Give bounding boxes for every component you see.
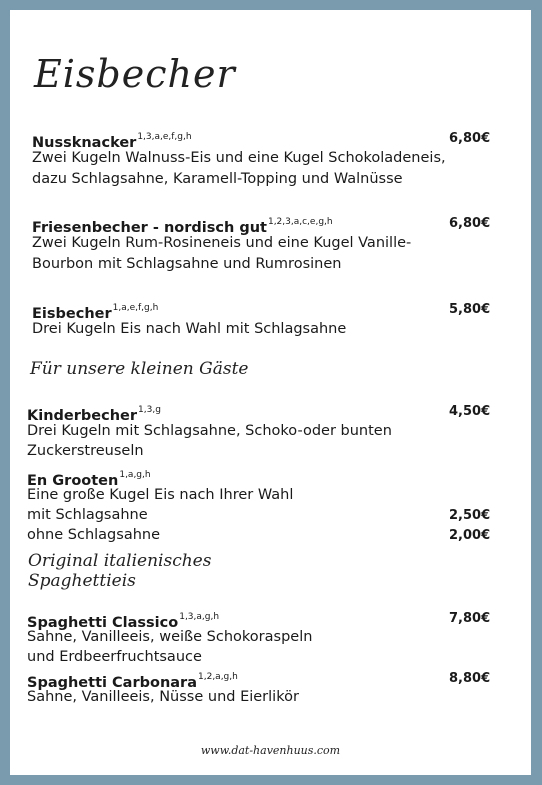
- item-description: ohne Schlagsahne: [27, 527, 161, 543]
- item-price: 8,80€: [449, 671, 491, 686]
- item-description: Zwei Kugeln Walnuss-Eis und eine Kugel Schokoladeneis,: [32, 150, 446, 166]
- item-description: Sahne, Vanilleeis, weiße Schokoraspeln: [27, 629, 313, 645]
- section-heading-line: Spaghettieis: [28, 571, 136, 591]
- allergen-codes: 1,2,3,a,c,e,g,h: [267, 217, 333, 227]
- item-name-text: Nussknacker: [32, 135, 137, 151]
- section-heading-kids: Für unsere kleinen Gäste: [30, 359, 249, 379]
- section-heading-spaghetti: [28, 551, 211, 591]
- item-price: 7,80€: [449, 611, 491, 626]
- item-name-text: Spaghetti Carbonara: [27, 675, 197, 691]
- allergen-codes: 1,a,g,h: [119, 470, 151, 480]
- footer-website: www.dat-havenhuus.com: [200, 744, 341, 757]
- item-price: 4,50€: [449, 404, 491, 419]
- item-description: und Erdbeerfruchtsauce: [27, 649, 202, 665]
- item-description: Drei Kugeln mit Schlagsahne, Schoko-oder bunten: [27, 423, 392, 439]
- item-price: 2,00€: [449, 528, 491, 543]
- item-price: 2,50€: [449, 508, 491, 523]
- allergen-codes: 1,a,e,f,g,h: [112, 303, 159, 313]
- item-description: Bourbon mit Schlagsahne und Rumrosinen: [32, 256, 342, 272]
- item-name-text: Kinderbecher: [27, 408, 138, 424]
- item-name-text: En Grooten: [27, 473, 119, 489]
- section-heading-line: Original italienisches: [28, 551, 212, 571]
- item-description: mit Schlagsahne: [27, 507, 148, 523]
- item-name-text: Friesenbecher - nordisch gut: [32, 220, 267, 236]
- menu-page: [10, 10, 531, 775]
- item-price: 6,80€: [449, 131, 491, 146]
- item-description: Zwei Kugeln Rum-Rosineneis und eine Kugel Vanille-: [32, 235, 412, 251]
- item-name-text: Spaghetti Classico: [27, 615, 179, 631]
- allergen-codes: 1,3,g: [138, 405, 161, 415]
- item-description: Eine große Kugel Eis nach Ihrer Wahl: [27, 487, 294, 503]
- allergen-codes: 1,2,a,g,h: [198, 672, 238, 682]
- item-price: 5,80€: [449, 302, 491, 317]
- item-price: 6,80€: [449, 216, 491, 231]
- item-description: Drei Kugeln Eis nach Wahl mit Schlagsahne: [32, 321, 347, 337]
- allergen-codes: 1,3,a,g,h: [179, 612, 220, 622]
- item-name-text: Eisbecher: [32, 306, 112, 322]
- page-title: Eisbecher: [34, 52, 236, 96]
- item-description: Sahne, Vanilleeis, Nüsse und Eierlikör: [27, 689, 299, 705]
- item-description: dazu Schlagsahne, Karamell-Topping und Walnüsse: [32, 171, 403, 187]
- allergen-codes: 1,3,a,e,f,g,h: [137, 132, 192, 142]
- item-description: Zuckerstreuseln: [27, 443, 144, 459]
